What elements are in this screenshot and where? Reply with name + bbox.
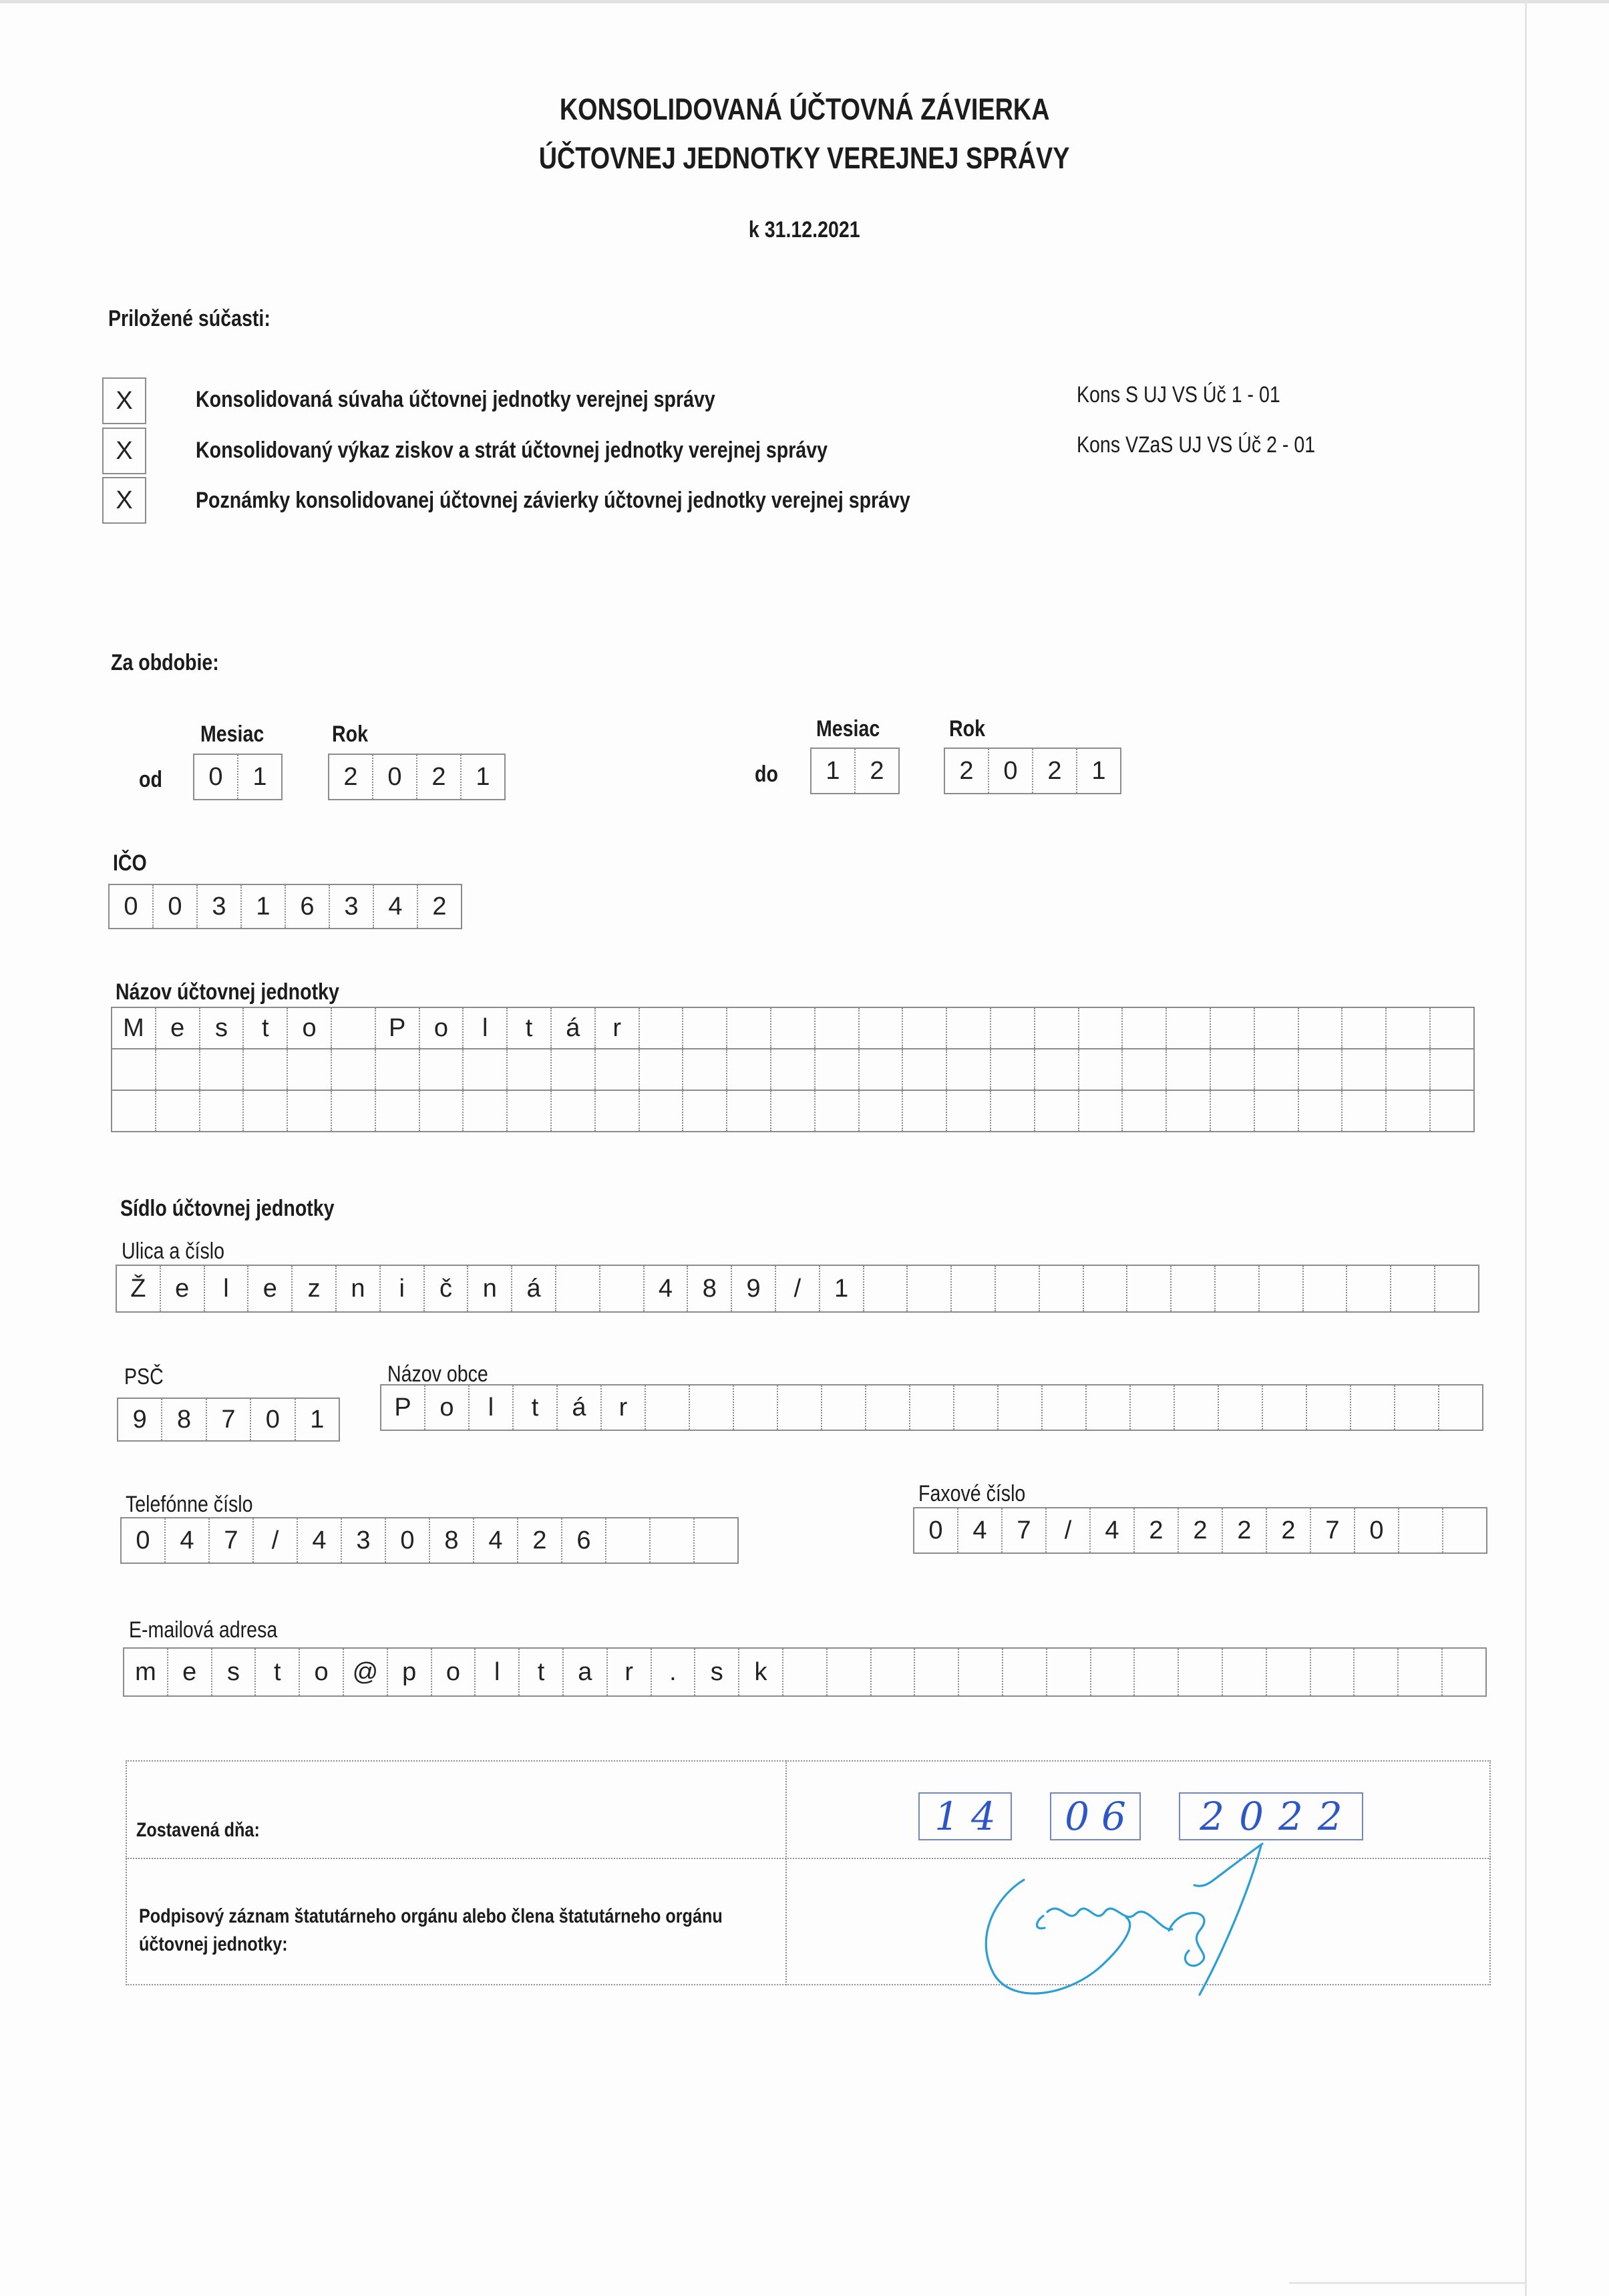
character-box: t [256,1649,300,1695]
character-box [683,1008,727,1048]
character-box [860,1008,904,1048]
street-label: Ulica a číslo [122,1239,224,1264]
attachment-label-2: Konsolidovaný výkaz ziskov a strát účtovnej jednotky verejnej správy [196,438,828,463]
character-box [1431,1091,1475,1131]
character-box [1343,1049,1387,1090]
character-box [727,1008,771,1048]
character-box [1347,1266,1391,1311]
character-box [1223,1649,1267,1695]
as-of-date [0,216,1609,243]
character-box: z [293,1266,337,1311]
character-box [1255,1049,1299,1090]
character-box: 4 [958,1508,1003,1552]
character-box [690,1385,734,1430]
character-box: p [388,1649,432,1695]
title-line-2 [0,141,1609,176]
character-box: 0 [154,885,198,928]
character-box [1439,1385,1483,1430]
character-box: 4 [298,1518,342,1563]
character-box [200,1091,244,1131]
character-box: . [652,1649,696,1695]
character-box [1431,1008,1475,1048]
character-box: Ž [117,1266,161,1311]
character-box: 9 [118,1399,162,1440]
character-box: M [112,1008,156,1048]
character-box [200,1049,244,1090]
character-box [244,1091,288,1131]
character-box: 0 [122,1518,166,1563]
character-box [1435,1266,1479,1311]
character-box: 4 [166,1518,210,1563]
character-box: m [124,1649,168,1695]
character-box [1343,1008,1387,1048]
character-box [508,1049,552,1090]
signature-label-line-2: účtovnej jednotky: [139,1933,288,1955]
to-month-label: Mesiac [816,716,880,742]
character-box [1304,1266,1348,1311]
character-box [244,1049,288,1090]
character-box [1307,1385,1351,1430]
character-box: 2 [1179,1508,1223,1552]
phone-label: Telefónne číslo [126,1492,253,1517]
character-box [991,1091,1035,1131]
character-box: 8 [688,1266,732,1311]
attachment-checkbox-1: X [102,377,146,424]
character-box: 0 [251,1399,295,1440]
character-box [1216,1266,1260,1311]
character-box: 2 [945,749,989,793]
character-box [651,1518,695,1563]
character-box [1299,1008,1343,1048]
character-box [872,1649,916,1695]
character-box: o [425,1385,470,1430]
zip-label: PSČ [124,1364,164,1389]
character-box [771,1049,816,1090]
character-box: 2 [1135,1508,1179,1552]
character-box [1167,1091,1211,1131]
signature-stroke [986,1880,1129,1993]
ico-label: IČO [113,850,147,876]
character-box [1299,1091,1343,1131]
character-box [1087,1385,1131,1430]
city-boxes [380,1384,1483,1431]
character-box [1175,1385,1219,1430]
compiled-month-handwritten: 06 [1065,1794,1138,1839]
character-box [332,1091,376,1131]
character-box: á [552,1008,596,1048]
scan-edge-right [1525,0,1527,2296]
character-box [1399,1508,1443,1552]
attachment-code-1: Kons S UJ VS Úč 1 - 01 [1077,382,1280,407]
fax-boxes [913,1507,1487,1554]
character-box: 1 [820,1266,864,1311]
character-box: 2 [856,749,900,793]
character-box: 6 [562,1518,606,1563]
character-box [600,1266,645,1311]
signature-label-line-1: Podpisový záznam štatutárneho orgánu alebo člena štatutárneho orgánu [139,1905,723,1927]
character-box [947,1091,991,1131]
character-box [1219,1385,1263,1430]
character-box [420,1091,464,1131]
scan-edge-bottom [1289,2282,1527,2284]
character-box [640,1008,684,1048]
character-box [1172,1266,1216,1311]
zip-boxes [117,1398,340,1442]
character-box [1079,1049,1123,1090]
character-box [112,1049,156,1090]
character-box [954,1385,999,1430]
character-box: o [300,1649,344,1695]
character-box: 9 [732,1266,776,1311]
character-box: a [564,1649,608,1695]
character-box: 1 [242,885,286,928]
character-box [464,1049,508,1090]
character-box [1211,1049,1255,1090]
character-box [1167,1008,1211,1048]
signature-stroke [1047,1909,1172,1929]
character-box [332,1008,376,1048]
character-box: / [254,1518,298,1563]
character-box: 7 [1311,1508,1355,1552]
character-box [1387,1091,1431,1131]
character-box [1343,1091,1387,1131]
character-box [1079,1008,1123,1048]
character-box: 7 [210,1518,254,1563]
signature-stroke [1037,1916,1045,1929]
character-box [996,1266,1040,1311]
character-box: 4 [474,1518,518,1563]
character-box: @ [344,1649,388,1695]
character-box: 2 [1223,1508,1267,1552]
phone-boxes [120,1517,739,1564]
to-label: do [755,762,778,787]
character-box [1084,1266,1128,1311]
character-box [1179,1649,1223,1695]
character-box [903,1049,947,1090]
character-box [156,1049,200,1090]
character-box: t [514,1385,558,1430]
character-box: 1 [1077,749,1121,793]
character-box [596,1091,640,1131]
character-box [727,1091,771,1131]
character-box: 1 [238,755,283,799]
character-box [1135,1649,1179,1695]
character-box [1123,1091,1167,1131]
character-box [1387,1008,1431,1048]
character-box [288,1049,332,1090]
character-box: 0 [914,1508,958,1552]
character-box: 8 [430,1518,474,1563]
title-line-1-text: KONSOLIDOVANÁ ÚČTOVNÁ ZÁVIERKA [559,92,1050,126]
title-line-2-text: ÚČTOVNEJ JEDNOTKY VEREJNEJ SPRÁVY [539,141,1070,175]
character-box [1311,1649,1355,1695]
character-box: 0 [989,749,1033,793]
character-box: r [596,1008,640,1048]
character-box: l [205,1266,249,1311]
character-box: r [602,1385,646,1430]
character-box: t [244,1008,288,1048]
as-of-date-text: k 31.12.2021 [749,217,860,242]
character-box [903,1091,947,1131]
character-box: 1 [296,1399,340,1440]
character-box: t [520,1649,564,1695]
character-box [1263,1385,1307,1430]
character-box: á [558,1385,602,1430]
ico-boxes [108,884,462,929]
to-year-label: Rok [949,716,985,742]
character-box: l [470,1385,514,1430]
character-box [420,1049,464,1090]
character-box: s [200,1008,244,1048]
character-box: / [1047,1508,1091,1552]
character-box [947,1049,991,1090]
character-box [1395,1385,1439,1430]
character-box: 8 [162,1399,206,1440]
character-box: 4 [645,1266,689,1311]
character-box: 3 [198,885,242,928]
character-box: / [776,1266,820,1311]
character-box [112,1091,156,1131]
character-box: P [381,1385,425,1430]
to-year-boxes [944,748,1121,794]
city-label: Názov obce [387,1361,488,1387]
character-box [816,1049,860,1090]
character-box: P [376,1008,420,1048]
character-box [915,1649,959,1695]
period-heading: Za obdobie: [111,650,219,675]
character-box [1299,1049,1343,1090]
compiled-date-label: Zostavená dňa: [136,1819,260,1841]
fax-label: Faxové číslo [918,1481,1026,1506]
attachment-code-2: Kons VZaS UJ VS Úč 2 - 01 [1077,432,1316,458]
character-box: 2 [329,755,373,799]
character-box [1355,1649,1399,1695]
character-box: e [161,1266,205,1311]
character-box [1211,1091,1255,1131]
character-box [828,1649,872,1695]
character-box: l [476,1649,520,1695]
character-box [695,1518,739,1563]
character-box: á [512,1266,556,1311]
character-box [683,1049,727,1090]
character-box: 4 [1091,1508,1135,1552]
from-label: od [139,767,162,792]
character-box [999,1385,1043,1430]
signature-stroke [1194,1844,1262,1886]
character-box: l [464,1008,508,1048]
signoff-table-row-divider [126,1858,1491,1859]
character-box [991,1008,1035,1048]
character-box: 7 [207,1399,251,1440]
character-box [908,1266,952,1311]
character-box [1267,1649,1311,1695]
compiled-year-handwritten: 2022 [1200,1794,1357,1839]
character-box [332,1049,376,1090]
character-box [952,1266,996,1311]
character-box [903,1008,947,1048]
attachment-label-3: Poznámky konsolidovanej účtovnej závierky účtovnej jednotky verejnej správy [196,488,910,513]
character-box [1399,1649,1443,1695]
from-year-label: Rok [332,721,368,747]
character-box [1131,1385,1175,1430]
character-box [556,1266,600,1311]
character-box: r [608,1649,652,1695]
character-box [816,1091,860,1131]
entity-name-row-1 [111,1007,1475,1049]
character-box [640,1091,684,1131]
character-box [816,1008,860,1048]
character-box: 2 [418,885,462,928]
character-box [464,1091,508,1131]
email-label: E-mailová adresa [129,1617,278,1643]
character-box [860,1091,904,1131]
character-box [734,1385,778,1430]
character-box [1035,1049,1079,1090]
character-box: 0 [386,1518,430,1563]
character-box [1035,1008,1079,1048]
character-box: 0 [1355,1508,1399,1552]
character-box [771,1008,816,1048]
character-box [1003,1649,1047,1695]
character-box [1079,1091,1123,1131]
character-box [1123,1008,1167,1048]
from-month-boxes [193,754,283,800]
character-box: o [288,1008,332,1048]
character-box [991,1049,1035,1090]
character-box: 2 [1267,1508,1311,1552]
character-box [1431,1049,1475,1090]
character-box [1351,1385,1395,1430]
character-box [1123,1049,1167,1090]
character-box [1035,1091,1079,1131]
character-box [606,1518,651,1563]
character-box: e [156,1008,200,1048]
attachment-checkbox-2: X [102,428,146,474]
character-box [1391,1266,1435,1311]
character-box [947,1008,991,1048]
signoff-table-column-divider [785,1760,787,1985]
scan-edge-top [0,0,1609,3]
character-box [1127,1266,1172,1311]
character-box [646,1385,690,1430]
character-box: i [381,1266,425,1311]
character-box: 2 [518,1518,562,1563]
to-month-boxes [810,748,900,794]
character-box [376,1049,420,1090]
character-box [1443,1649,1487,1695]
character-box: 1 [812,749,856,793]
email-boxes [123,1647,1487,1697]
character-box [552,1049,596,1090]
character-box [552,1091,596,1131]
character-box: 6 [286,885,330,928]
character-box [376,1091,420,1131]
character-box [288,1091,332,1131]
attachment-label-1: Konsolidovaná súvaha účtovnej jednotky verejnej správy [196,387,715,412]
character-box [860,1049,904,1090]
character-box: o [432,1649,476,1695]
character-box: 3 [330,885,374,928]
attachments-heading: Priložené súčasti: [108,306,271,331]
character-box [866,1385,910,1430]
character-box [683,1091,727,1131]
character-box [1091,1649,1135,1695]
character-box: 0 [373,755,417,799]
character-box: 3 [342,1518,386,1563]
character-box: s [695,1649,739,1695]
character-box [1040,1266,1084,1311]
character-box [959,1649,1003,1695]
character-box: 2 [417,755,462,799]
character-box [596,1049,640,1090]
signature-stroke [1169,1913,1204,1966]
attachment-checkbox-3: X [102,477,146,524]
character-box [864,1266,908,1311]
character-box [1255,1008,1299,1048]
title-line-1 [0,92,1609,127]
character-box: n [337,1266,381,1311]
character-box [640,1049,684,1090]
character-box [156,1091,200,1131]
character-box [822,1385,866,1430]
character-box [1167,1049,1211,1090]
entity-name-row-3 [111,1091,1475,1132]
character-box: t [508,1008,552,1048]
character-box: 0 [110,885,154,928]
character-box [783,1649,828,1695]
character-box [508,1091,552,1131]
character-box [1387,1049,1431,1090]
from-month-label: Mesiac [200,721,264,747]
character-box: 4 [374,885,418,928]
character-box [910,1385,954,1430]
character-box: 1 [462,755,506,799]
character-box: e [248,1266,293,1311]
character-box [1255,1091,1299,1131]
seat-heading: Sídlo účtovnej jednotky [120,1196,335,1221]
character-box: 7 [1003,1508,1047,1552]
street-boxes [116,1265,1479,1313]
character-box: 0 [194,755,238,799]
character-box [727,1049,771,1090]
character-box: 2 [1033,749,1077,793]
character-box [1047,1649,1091,1695]
character-box: o [420,1008,464,1048]
entity-name-row-2 [111,1049,1475,1091]
character-box [1443,1508,1487,1552]
character-box: e [168,1649,212,1695]
character-box [771,1091,816,1131]
character-box [1043,1385,1087,1430]
character-box [1211,1008,1255,1048]
character-box [1260,1266,1304,1311]
from-year-boxes [328,754,506,800]
signature [968,1837,1276,2011]
character-box: k [739,1649,783,1695]
character-box: č [425,1266,469,1311]
character-box: s [212,1649,256,1695]
entity-name-label: Názov účtovnej jednotky [116,979,339,1005]
compiled-day-handwritten: 14 [934,1794,1008,1839]
character-box [778,1385,822,1430]
character-box: n [468,1266,512,1311]
